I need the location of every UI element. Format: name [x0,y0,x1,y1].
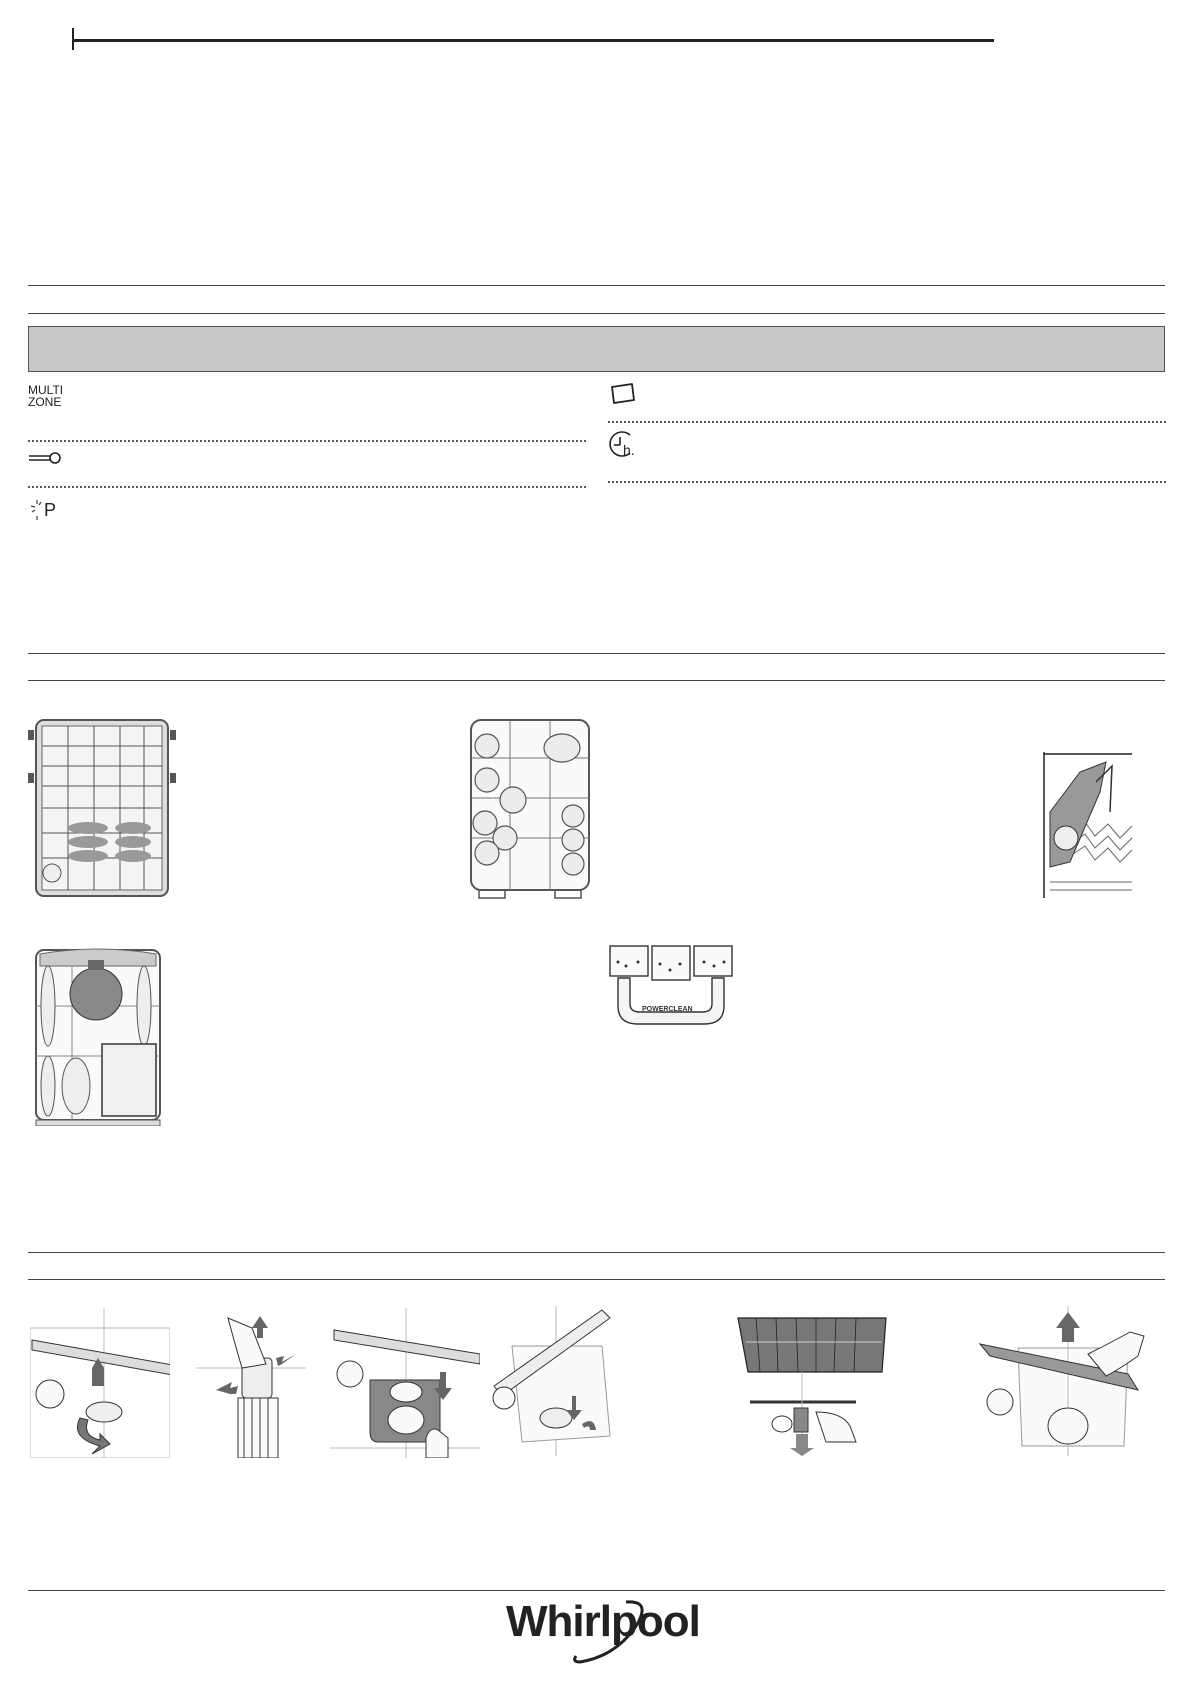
divider-left-2 [28,486,586,488]
footer-rule [28,1590,1165,1591]
lower-rack-pots-illustration [32,946,164,1126]
logo-swoosh [566,1598,656,1666]
key-icon [28,450,62,466]
filter-step-4-illustration [492,1306,620,1456]
filter-step-3-illustration [330,1308,480,1458]
powerclean-label: POWERCLEAN [642,1006,693,1013]
delay-letter: h. [623,442,635,458]
table-header-band [28,326,1165,372]
section-rule-3b [28,1279,1165,1280]
multizone-line2: ZONE [28,395,62,409]
upper-spray-arm-illustration [736,1312,892,1456]
section-rule-2b [28,680,1165,681]
power-dry-icon [28,498,62,522]
upper-rack-illustration [465,718,595,900]
filter-step-2-illustration [196,1308,306,1458]
lower-rack-illustration [28,718,176,898]
section-rule-3a [28,1252,1165,1253]
header-tick [72,28,74,50]
divider-left-1 [28,440,586,442]
delay-icon [606,429,642,461]
section-rule-1b [28,313,1165,314]
multizone-line1: MULTI [28,383,64,397]
header-rule [72,39,994,42]
section-rule-2a [28,653,1165,654]
powerclean-illustration [608,944,734,1030]
divider-right-1 [608,421,1166,423]
folding-tines-illustration [1040,752,1136,898]
tablet-icon [608,382,638,406]
filter-step-1-illustration [30,1308,170,1458]
multizone-icon [28,384,63,408]
section-rule-1a [28,285,1165,286]
divider-right-2 [608,481,1166,483]
whirlpool-logo: Whirlpool [506,1597,700,1646]
lower-spray-arm-illustration [978,1306,1148,1456]
power-dry-letter: P [44,500,57,520]
